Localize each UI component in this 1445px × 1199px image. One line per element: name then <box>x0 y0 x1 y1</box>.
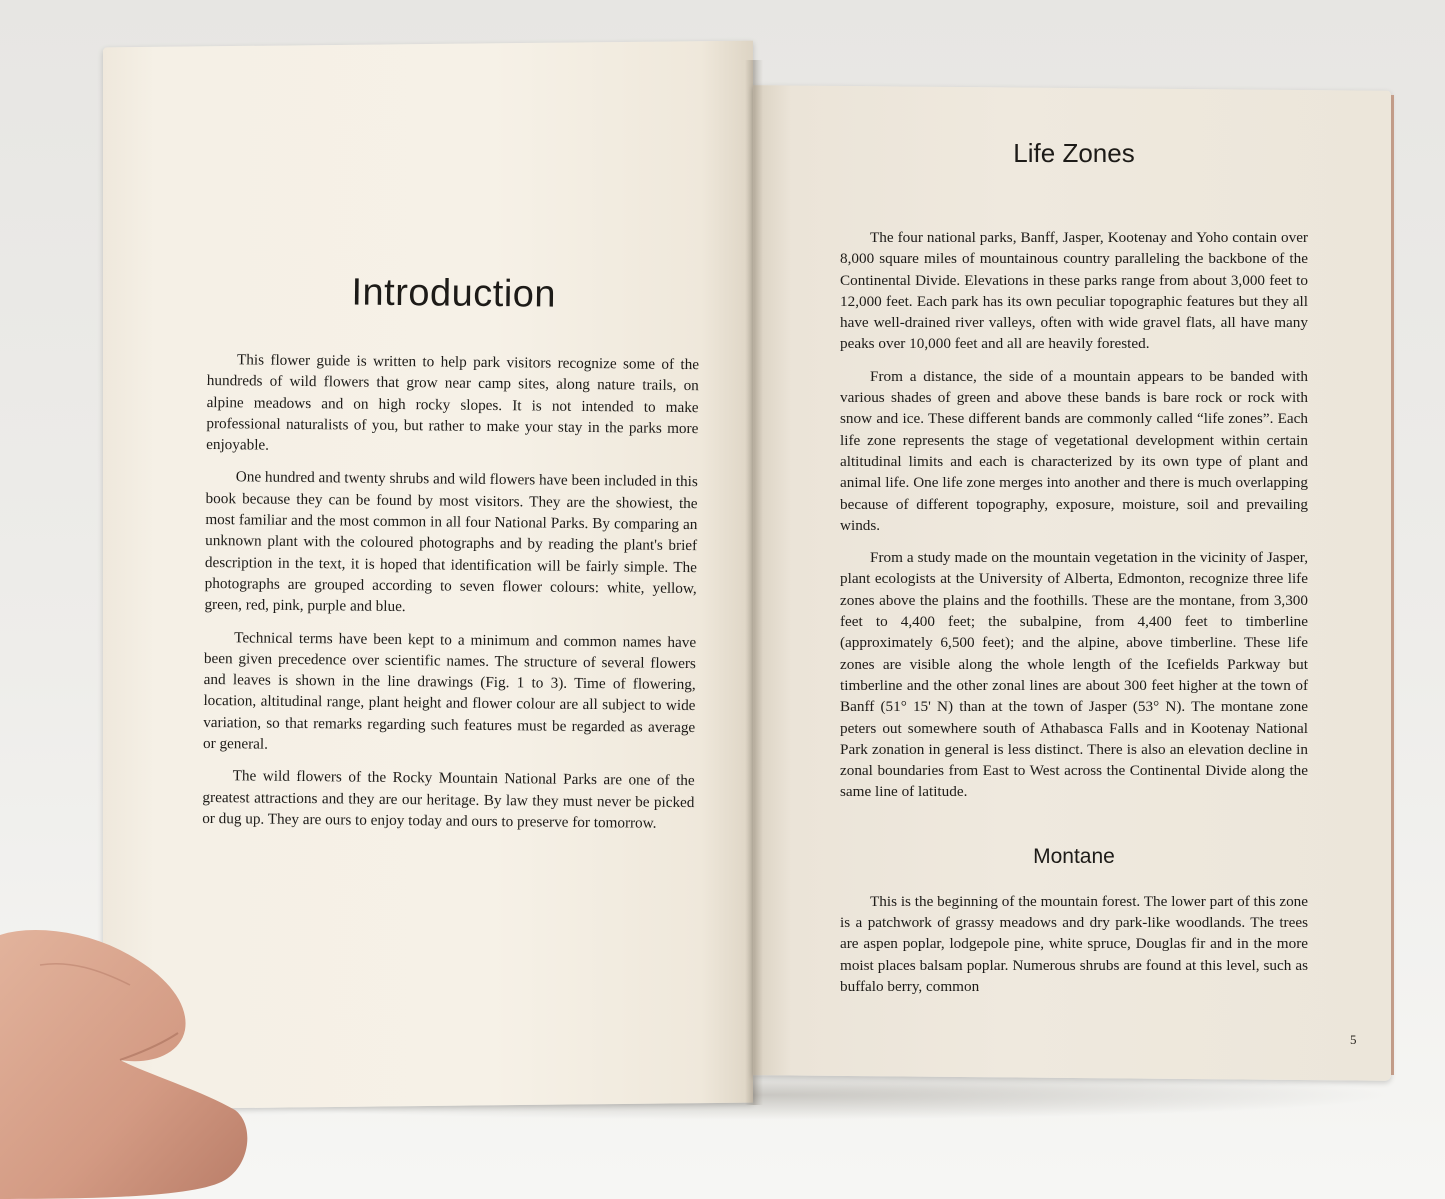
life-zones-paragraph: The four national parks, Banff, Jasper, Kootenay and Yoho contain over 8,000 square miles of mountainous country paralleling the backbone of the Continental Divide. Elevations in these parks range from about 3,000 feet to 12,000 feet. Each park has its own peculiar topographic features but they all have well-drained river valleys, often with wide gravel flats, all have many peaks over 10,000 feet and all are heavily forested. <box>840 229 1308 353</box>
life-zones-column <box>840 138 1308 1008</box>
introduction-title: Introduction <box>351 271 557 316</box>
montane-subheading: Montane <box>1033 844 1115 868</box>
montane-paragraph: This is the beginning of the mountain forest. The lower part of this zone is a patchwork of grassy meadows and dry park-like woodlands. The trees are aspen poplar, lodgepole pine, white spruce, Douglas fir and in the more moist places balsam poplar. Numerous shrubs are found at this level, such as buffalo berry, common <box>840 892 1308 995</box>
intro-paragraph: Technical terms have been kept to a minimum and common names have been given precedence over scientific names. The structure of several flowers and leaves is shown in the line drawings (Fig. 1 to 3). Time of flowering, location, altitudinal range, plant height and flower colour are all subject to wide variation, so that remarks regarding such features must be regarded as average or general. <box>202 628 697 753</box>
holding-hand <box>0 925 250 1199</box>
intro-paragraph: The wild flowers of the Rocky Mountain National Parks are one of the greatest attractions and they are our heritage. By law they must never be picked or dug up. They are ours to enjoy today and ours to preserve for tomorrow. <box>202 767 695 832</box>
intro-paragraph: One hundred and twenty shrubs and wild flowers have been included in this book because they can be found by most visitors. They are the showiest, the most familiar and the most common in all four National Parks. By comparing an unknown plant with the coloured photographs and by reading the plant's brief description in the text, it is hoped that identification will be fairly simple. The photographs are grouped according to seven flower colours: white, yellow, green, red, pink, purple and blue. <box>204 468 698 616</box>
intro-paragraph: This flower guide is written to help park visitors recognize some of the hundreds of wild flowers that grow near camp sites, along nature trails, on alpine meadows and on high rocky slopes. It is not intended to make professional naturalists of you, but rather to make your stay in the parks more enjoyable. <box>206 351 700 454</box>
life-zones-title: Life Zones <box>1013 138 1135 168</box>
life-zones-paragraph: From a distance, the side of a mountain appears to be banded with various shades of green and above these bands is bare rock or rock with snow and ice. These different bands are commonly called “life zones”. Each life zone represents the stage of vegetational development within certain altitudinal limits and each is characterized by its own type of plant and animal life. One life zone merges into another and there is much overlapping because of different topography, exposure, moisture, soil and prevailing winds. <box>840 367 1308 534</box>
life-zones-paragraph: From a study made on the mountain vegetation in the vicinity of Jasper, plant ecologists at the University of Alberta, Edmonton, recognize three life zones above the plains and the foothills. These are the montane, from 3,300 feet to 4,400 feet; the subalpine, from 4,400 feet to timberline (approximately 6,500 feet); and the alpine, above timberline. These life zones are visible along the whole length of the Icefields Parkway but timberline and the other zonal lines are about 300 feet higher at the town of Banff (51° 15' N) than at the town of Jasper (53° N). The montane zone peters out somewhere south of Athabasca Falls and in Kootenay National Park zonation in general is less distinct. There is also an elevation decline in zonal boundaries from East to West across the Continental Divide along the same line of latitude. <box>840 549 1308 801</box>
book-spine <box>745 60 763 1105</box>
page-number: 5 <box>1350 1032 1357 1047</box>
introduction-column <box>202 270 700 845</box>
